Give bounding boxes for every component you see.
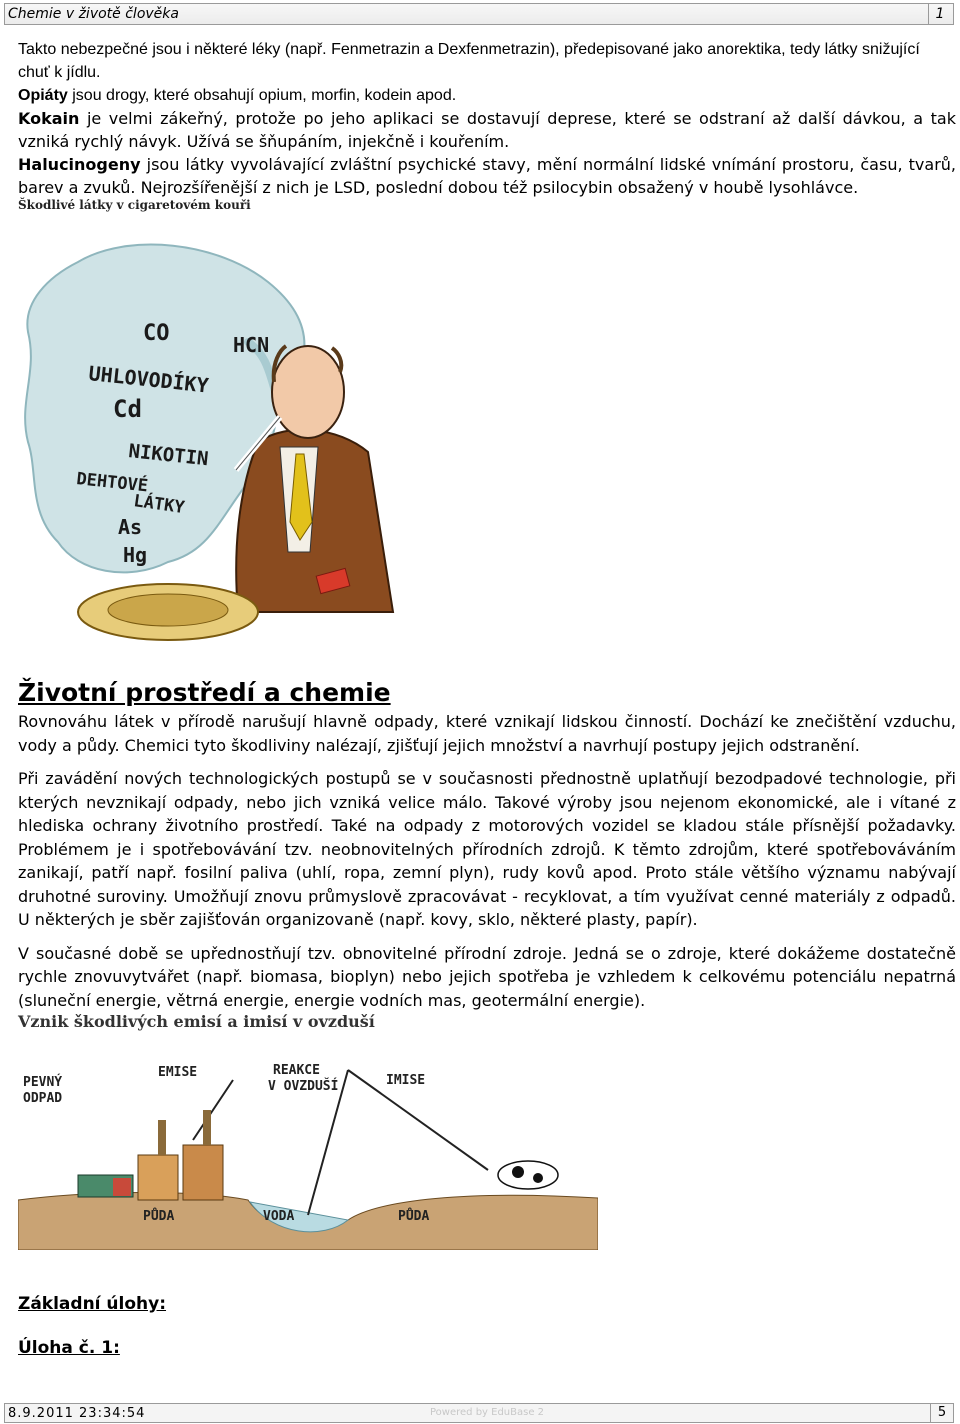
ashtray-inner (108, 594, 228, 626)
intro-paragraph-drugs: Takto nebezpečné jsou i některé léky (např. Fenmetrazin a Dexfenmetrazin), předepisované jako anorektika, tedy látky snižující chuť k jídlu. (18, 41, 920, 81)
term-kokain: Kokain (18, 109, 80, 128)
label-co: CO (143, 321, 170, 346)
chimney-1 (158, 1120, 166, 1155)
label-cd: Cd (113, 395, 142, 423)
header-bar (4, 3, 954, 25)
label-uhlovodiky: UHLOVODÍKY (87, 361, 210, 398)
label-reakce: REAKCE (273, 1063, 320, 1078)
label-imise: IMISE (386, 1073, 426, 1088)
section-paragraph-3: V současné době se upřednostňují tzv. obnovitelné přírodní zdroje. Jedná se o zdroje, které dokážeme dostatečně rychle znovuvytvářet (např. biomasa, bioplyn) nebo jejich spotřeba je vzhledem k celkovému potenciálu nepatrná (sluneční energie, větrná energie, energie vodních mas, geotermální energie). (18, 943, 956, 1010)
label-puda-2: PŮDA (398, 1209, 430, 1224)
footer-bar (4, 1403, 954, 1423)
cow-spot-2 (533, 1173, 543, 1183)
kokain-description: je velmi zákeřný, protože po jeho aplikaci se dostavují deprese, které se odstraní až další dávkou, a tak vzniká rychlý návyk. Užívá se šňupáním, injekčně i kouřením. (18, 109, 956, 151)
opiaty-description: jsou drogy, které obsahují opium, morfin, kodein apod. (67, 87, 457, 104)
man-head (272, 346, 344, 438)
term-halucinogeny: Halucinogeny (18, 155, 141, 174)
intro-text (18, 38, 956, 199)
label-dehtove: DEHTOVÉ (75, 469, 149, 497)
truck-cab (113, 1178, 131, 1196)
footer-powered-by: Powered by EduBase 2 (430, 1407, 545, 1418)
task-1-heading: Úloha č. 1: (18, 1338, 120, 1358)
section-paragraph-2: Při zavádění nových technologických postupů se v současnosti přednostně uplatňují bezodpadové technologie, při kterých nevznikají odpady, nebo jich vzniká velice málo. Takové výroby jsou nejenom ekonomické, ale i vítané z hlediska ochrany životního prostředí. Také na odpady z motorových vozidel se kladou stále přísnější požadavky. Problémem je i spotřebovávání tzv. neobnovitelných přírodních zdrojů. K těmto zdrojům, které spotřebováváním zanikají, patří např. fosilní paliva (uhlí, ropa, zemní plyn), rudy kovů apod. Proto stále většího významu nabývají druhotné suroviny. Umožňují znovu průmyslově zpracovávat - recyklovat, a tím využívat cenné materiály z odpadů. U některých je sběr zajišťován organizovaně (např. kovy, sklo, některé plasty, papír). (18, 769, 956, 929)
footer-page-number: 5 (930, 1404, 953, 1422)
label-ovzdusi: V OVZDUŠÍ (268, 1079, 339, 1094)
section-paragraph-1: Rovnováhu látek v přírodě narušují hlavně odpady, které vznikají lidskou činností. Dochází ke znečištění vzduchu, vody a půdy. Chemici tyto škodliviny nalézají, zjišťují jejich množství a navrhují postupy jejich odstranění. (18, 712, 956, 755)
factory-1 (138, 1155, 178, 1200)
label-nikotin: NIKOTIN (127, 440, 210, 471)
section-heading: Životní prostředí a chemie (18, 678, 391, 707)
label-latky: LÁTKY (132, 491, 186, 519)
label-as: As (118, 515, 143, 539)
arrow-emise (193, 1080, 233, 1140)
label-voda: VODA (263, 1209, 295, 1224)
header-page-number: 1 (928, 4, 951, 24)
intro-paragraph-opiates (18, 84, 956, 107)
label-hg: Hg (123, 543, 148, 567)
document-title: Chemie v životě člověka (8, 6, 179, 22)
footer-timestamp: 8.9.2011 23:34:54 (8, 1406, 146, 1421)
tasks-heading: Základní úlohy: (18, 1294, 167, 1314)
figure2-caption: Vznik škodlivých emisí a imisí v ovzduší (18, 1012, 375, 1031)
section-body (18, 710, 956, 1022)
factory-2 (183, 1145, 223, 1200)
label-pevny: PEVNÝ (23, 1075, 63, 1090)
figure1-caption: Škodlivé látky v cigaretovém kouři (18, 198, 251, 212)
term-opiaty: Opiáty (18, 87, 68, 104)
label-hcn: HCN (233, 333, 270, 357)
chimney-2 (203, 1110, 211, 1145)
cow (498, 1161, 558, 1189)
intro-paragraph-hallucinogens (18, 153, 956, 199)
intro-paragraph-cocaine (18, 107, 956, 153)
cigarette-smoke-illustration (18, 222, 398, 642)
halucinogeny-description: jsou látky vyvolávající zvláštní psychické stavy, mění normální lidské vnímání prostoru, času, tvarů, barev a zvuků. Nejrozšířenější z nich je LSD, poslední dobou též psilocybin obsažený v houbě lysohlávce. (18, 155, 956, 197)
label-odpad: ODPAD (23, 1091, 63, 1106)
label-emise: EMISE (158, 1065, 198, 1080)
label-puda-1: PŮDA (143, 1209, 175, 1224)
cow-spot (512, 1166, 524, 1178)
emissions-illustration (18, 1040, 598, 1250)
